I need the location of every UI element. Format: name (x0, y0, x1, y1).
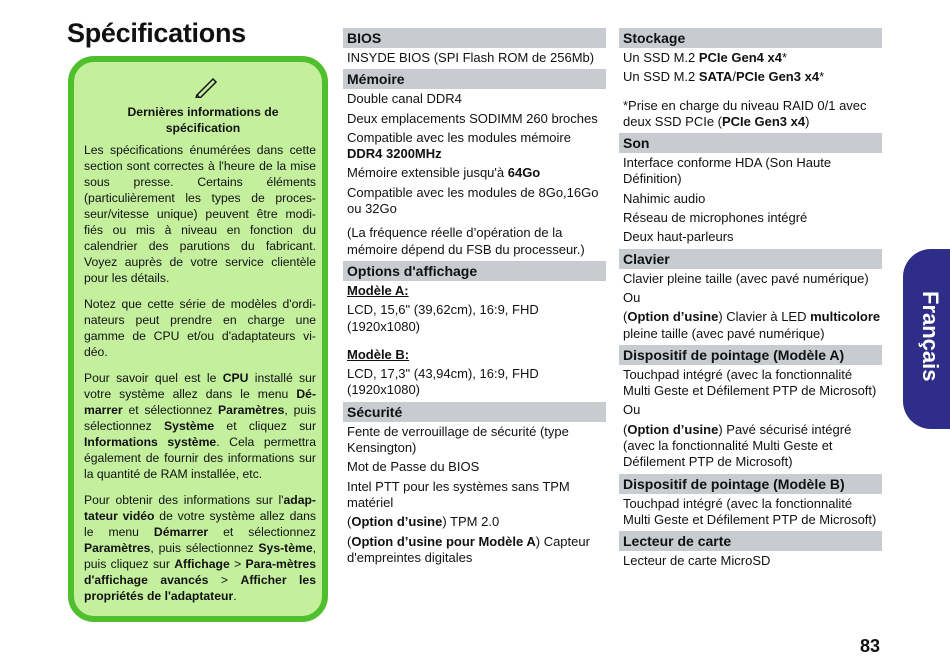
spec-line: Mémoire extensible jusqu'à 64Go (347, 165, 541, 181)
page-number: 83 (860, 636, 881, 656)
spec-line: Deux emplacements SODIMM 260 broches (347, 110, 598, 126)
note-paragraph: Les spécifications énumérées dans cette section sont correctes à l'heure de la mise sous presse. Certains éléments (particulièrement les types de proces-seur/vitesse unique) peuvent être modi-fiés ou mis à niveau en fonction du calendrier des parutions du fabricant. Voyez auprès de votre service clientèle pour les détails. (84, 143, 316, 285)
section-header-display: Options d'affichage (343, 261, 606, 281)
spec-line: Compatible avec les modules de 8Go,16Go ou 32Go (347, 184, 599, 217)
spec-line: (Option d’usine) Pavé sécurisé intégré (avec la fonctionnalité Multi Geste et Défilement PTP de Microsoft) (623, 421, 852, 470)
spec-line: INSYDE BIOS (SPI Flash ROM de 256Mb) (347, 50, 595, 65)
spec-column-2 (619, 28, 882, 573)
spec-line: Interface conforme HDA (Son Haute Définition) (623, 155, 832, 187)
section-header-pointing-a: Dispositif de pointage (Modèle A) (619, 345, 882, 365)
spec-column-1 (343, 28, 606, 569)
section-header-sound: Son (619, 133, 882, 153)
section-header-storage: Stockage (619, 28, 882, 48)
language-tab-label: Français (918, 291, 943, 382)
note-heading: Dernières informations de spécification (127, 105, 279, 135)
spec-line: LCD, 17,3" (43,94cm), 16:9, FHD (1920x1080) (347, 366, 539, 398)
section-header-pointing-b: Dispositif de pointage (Modèle B) (619, 474, 882, 494)
spec-line: Mot de Passe du BIOS (347, 459, 480, 475)
section-header-bios: BIOS (343, 28, 606, 48)
section-header-memory: Mémoire (343, 69, 606, 89)
model-b-label: Modèle B: (347, 346, 410, 362)
spec-line: Nahimic audio (623, 190, 706, 206)
spec-line: (Option d’usine) Clavier à LED multicolore pleine taille (avec pavé numérique) (623, 309, 881, 341)
spec-line: Ou (623, 289, 641, 305)
spec-line: Fente de verrouillage de sécurité (type Kensington) (347, 423, 569, 456)
spec-line: *Prise en charge du niveau RAID 0/1 avec deux SSD PCIe (PCIe Gen3 x4) (623, 97, 867, 129)
spec-line: Ou (623, 402, 641, 418)
spec-line: Intel PTT pour les systèmes sans TPM matériel (347, 478, 570, 510)
spec-line: (La fréquence réelle d’opération de la mémoire dépend du FSB du processeur.) (347, 225, 585, 257)
section-header-keyboard: Clavier (619, 249, 882, 269)
spec-line: LCD, 15,6" (39,62cm), 16:9, FHD (1920x1080) (347, 302, 539, 334)
spec-line: Compatible avec les modules mémoire DDR4 3200MHz (347, 129, 571, 162)
spec-line: Double canal DDR4 (347, 91, 462, 107)
spec-line: Lecteur de carte MicroSD (623, 553, 771, 569)
page-title: Spécifications (67, 18, 246, 48)
note-paragraph: Pour savoir quel est le CPU installé sur votre système allez dans le menu Dé-marrer et sélectionnez Paramètres, puis sélectionnez Système et cliquez sur Informations système. Cela permettra également de fournir des informations sur la quantité de RAM installée, etc. (84, 371, 316, 481)
language-tab (903, 249, 950, 429)
spec-line: (Option d’usine) TPM 2.0 (347, 514, 500, 530)
note-body (84, 142, 316, 614)
section-header-security: Sécurité (343, 402, 606, 422)
note-paragraph: Notez que cette série de modèles d'ordi-nateurs peut prendre en charge une gamme de CPU et/ou d'adaptateurs vi-déo. (84, 297, 316, 359)
spec-line: Touchpad intégré (avec la fonctionnalité Multi Geste et Défilement PTP de Microsoft) (623, 366, 877, 399)
model-a-label: Modèle A: (347, 282, 409, 298)
spec-line: Clavier pleine taille (avec pavé numérique) (623, 270, 869, 286)
spec-line: Touchpad intégré (avec la fonctionnalité Multi Geste et Défilement PTP de Microsoft) (623, 495, 877, 527)
note-box (68, 56, 328, 622)
spec-line: Deux haut-parleurs (623, 229, 734, 245)
spec-line: Un SSD M.2 SATA/PCIe Gen3 x4* (623, 69, 825, 85)
spec-line: (Option d’usine pour Modèle A) Capteur d'empreintes digitales (347, 533, 590, 565)
note-paragraph: Pour obtenir des informations sur l'adap-tateur vidéo de votre système allez dans le menu Démarrer et sélectionnez Paramètres, puis sélectionnez Sys-tème, puis cliquez sur Affichage > Para-mètres d'affichage avancés > Afficher les propriétés de l'adaptateur. (84, 493, 316, 603)
spec-line: Réseau de microphones intégré (623, 210, 808, 226)
section-header-card-reader: Lecteur de carte (619, 531, 882, 551)
spec-line: Un SSD M.2 PCIe Gen4 x4* (623, 50, 788, 65)
pencil-icon (193, 76, 219, 98)
